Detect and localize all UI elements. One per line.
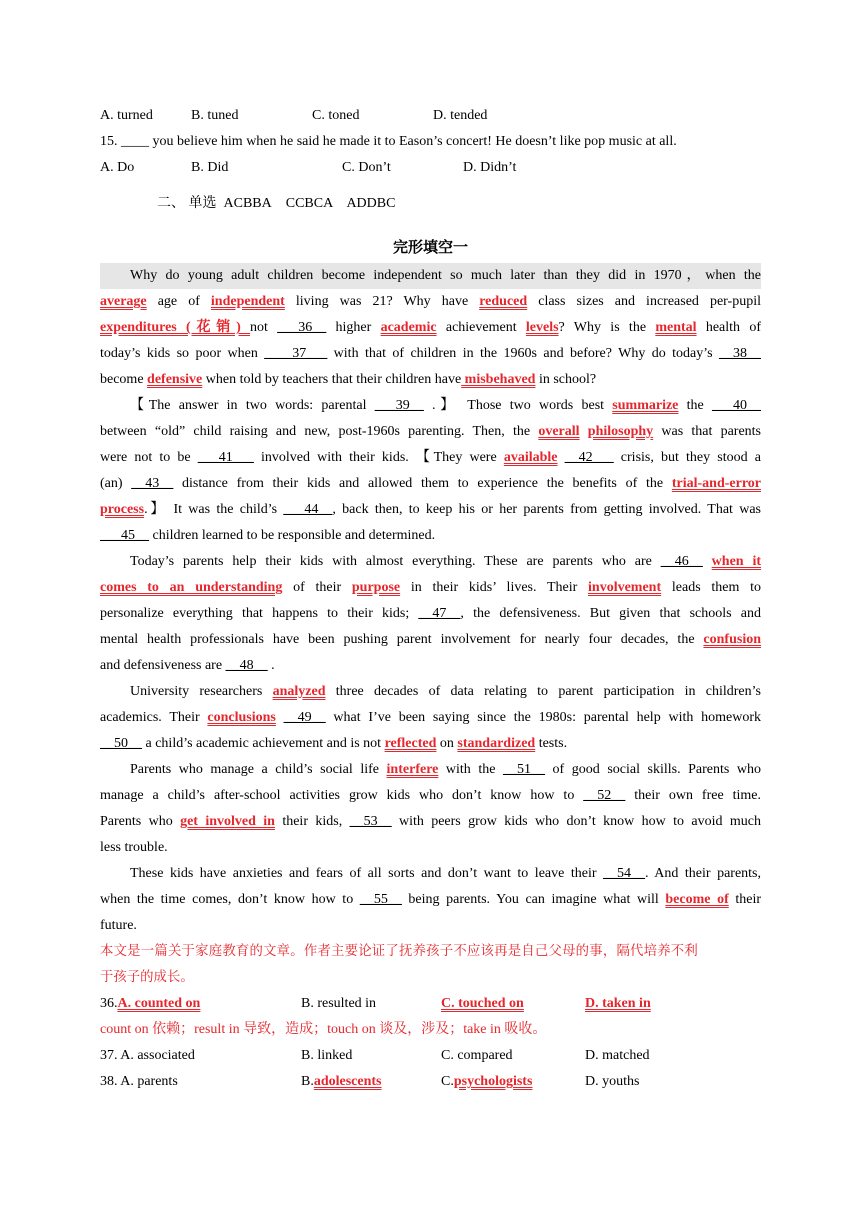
p6-line3: future.	[100, 918, 137, 933]
answer-group-2: CCBCA	[285, 196, 334, 211]
option-b: B. resulted in	[301, 996, 377, 1011]
p5-line2: manage a child’s after-school activities grow kids who don’t know how to __52__ their own free time.	[100, 788, 761, 803]
blank-40: ___40__	[712, 398, 761, 413]
answer-key-label: 二、 单选	[157, 196, 217, 211]
blank-46: __46__	[660, 554, 703, 569]
blank-53: __53__	[349, 814, 392, 829]
option-a: 38. A. parents	[100, 1074, 178, 1089]
blank-47: __47__	[418, 606, 461, 621]
blank-42: __42___	[564, 450, 614, 465]
p3-line5: and defensiveness are __48__ .	[100, 658, 275, 673]
option-c: C. Don’t	[342, 160, 391, 175]
p2-line2: between “old” child raising and new, post-1960s parenting. Then, the overall philosophy was that parents	[100, 424, 761, 439]
p6-line2: when the time comes, don’t know how to __55__ being parents. You can imagine what will become of their	[100, 892, 761, 907]
blank-51: __51__	[503, 762, 546, 777]
p2-line4: (an) __43__ distance from their kids and allowed them to experience the benefits of the trial-and-error	[100, 476, 761, 491]
summary-line2: 于孩子的成长。	[100, 970, 194, 985]
q37-options	[100, 1043, 761, 1069]
blank-41: ___41___	[197, 450, 254, 465]
option-c: C. compared	[441, 1048, 513, 1063]
q15-stem: 15. ____ you believe him when he said he made it to Eason’s concert! He doesn’t like pop music at all.	[100, 134, 677, 149]
summary-line1: 本文是一篇关于家庭教育的文章。作者主要论证了抚养孩子不应该再是自己父母的事，隔代培养不利	[100, 944, 698, 959]
blank-39: ___39__	[374, 398, 424, 413]
p5-line4: less trouble.	[100, 840, 168, 855]
p2-line1: 【The answer in two words: parental ___39__ .】 Those two words best summarize the ___40__	[130, 398, 761, 413]
blank-43: __43__	[131, 476, 174, 491]
p5-line3: Parents who get involved in their kids, __53__ with peers grow kids who don’t know how to avoid much	[100, 814, 761, 829]
blank-49: __49__	[283, 710, 326, 725]
option-a: 36.A. counted on	[100, 996, 201, 1011]
option-d: D. youths	[585, 1074, 640, 1089]
p3-line1: Today’s parents help their kids with almost everything. These are parents who are __46__ when it	[130, 554, 761, 569]
option-d: D. Didn’t	[463, 160, 517, 175]
p3-line2: comes to an understanding of their purpose in their kids’ lives. Their involvement leads them to	[100, 580, 761, 595]
option-a: A. turned	[100, 108, 153, 123]
option-b: B. tuned	[191, 108, 239, 123]
answer-group-3: ADDBC	[346, 196, 396, 211]
option-d: D. tended	[433, 108, 488, 123]
option-d: D. taken in	[585, 996, 651, 1011]
q36-options	[100, 991, 761, 1017]
p4-line3: __50__ a child’s academic achievement and is not reflected on standardized tests.	[100, 736, 568, 751]
p5-line1: Parents who manage a child’s social life interfere with the __51__ of good social skills. Parents who	[130, 762, 761, 777]
option-b: B. Did	[191, 160, 229, 175]
blank-37: ____37___	[264, 346, 328, 361]
p1-line2: average age of independent living was 21? Why have reduced class sizes and increased per-pupil	[100, 294, 761, 309]
answer-key	[100, 191, 761, 217]
answer-group-1: ACBBA	[223, 196, 272, 211]
blank-55: __55__	[359, 892, 402, 907]
blank-52: __52__	[583, 788, 626, 803]
blank-38: __38__	[719, 346, 761, 361]
blank-48: __48__	[225, 658, 268, 673]
option-c: C. toned	[312, 108, 360, 123]
option-b: B. linked	[301, 1048, 353, 1063]
q14-options	[100, 103, 761, 129]
p1-line4: today’s kids so poor when ____37___ with that of children in the 1960s and before? Why do today’s __38__	[100, 346, 761, 361]
section-title: 完形填空一	[392, 238, 468, 256]
p4-line2: academics. Their conclusions __49__ what I’ve been saying since the 1980s: parental help with homework	[100, 710, 761, 725]
p2-line6: ___45__ children learned to be responsible and determined.	[100, 528, 436, 543]
blank-54: __54__	[603, 866, 646, 881]
p1-line1: Why do young adult children become independent so much later than they did in 1970，when the	[100, 263, 761, 289]
option-d: D. matched	[585, 1048, 650, 1063]
option-b: B.adolescents	[301, 1074, 382, 1089]
p3-line3: personalize everything that happens to their kids; __47__, the defensiveness. But given that schools and	[100, 606, 761, 621]
p2-line3: were not to be ___41___ involved with their kids. 【They were available __42___ crisis, but they stood a	[100, 450, 761, 465]
option-a: A. Do	[100, 160, 135, 175]
p6-line1: These kids have anxieties and fears of all sorts and don’t want to leave their __54__. And their parents,	[130, 866, 761, 881]
blank-44: ___44__	[283, 502, 333, 517]
option-c: C.psychologists	[441, 1074, 533, 1089]
blank-50: __50__	[100, 736, 142, 751]
q36-note: count on 依赖；result in 导致，造成；touch on 谈及，涉及；take in 吸收。	[100, 1022, 547, 1037]
option-a: 37. A. associated	[100, 1048, 195, 1063]
option-c: C. touched on	[441, 996, 524, 1011]
blank-36: ___36__	[277, 320, 327, 335]
q15-options	[100, 155, 761, 181]
q38-options	[100, 1069, 761, 1095]
p1-line3: expenditures (花销) not ___36__ higher academic achievement levels? Why is the mental health of	[100, 320, 761, 335]
p1-line5: become defensive when told by teachers that their children have misbehaved in school?	[100, 372, 597, 387]
document-page	[100, 103, 761, 1095]
p4-line1: University researchers analyzed three decades of data relating to parent participation in children’s	[130, 684, 761, 699]
p2-line5: process.】 It was the child’s ___44__, back then, to keep his or her parents from getting involved. That was	[100, 502, 761, 517]
p3-line4: mental health professionals have been pushing parent involvement for nearly four decades, the confusion	[100, 632, 761, 647]
blank-45: ___45__	[100, 528, 149, 543]
